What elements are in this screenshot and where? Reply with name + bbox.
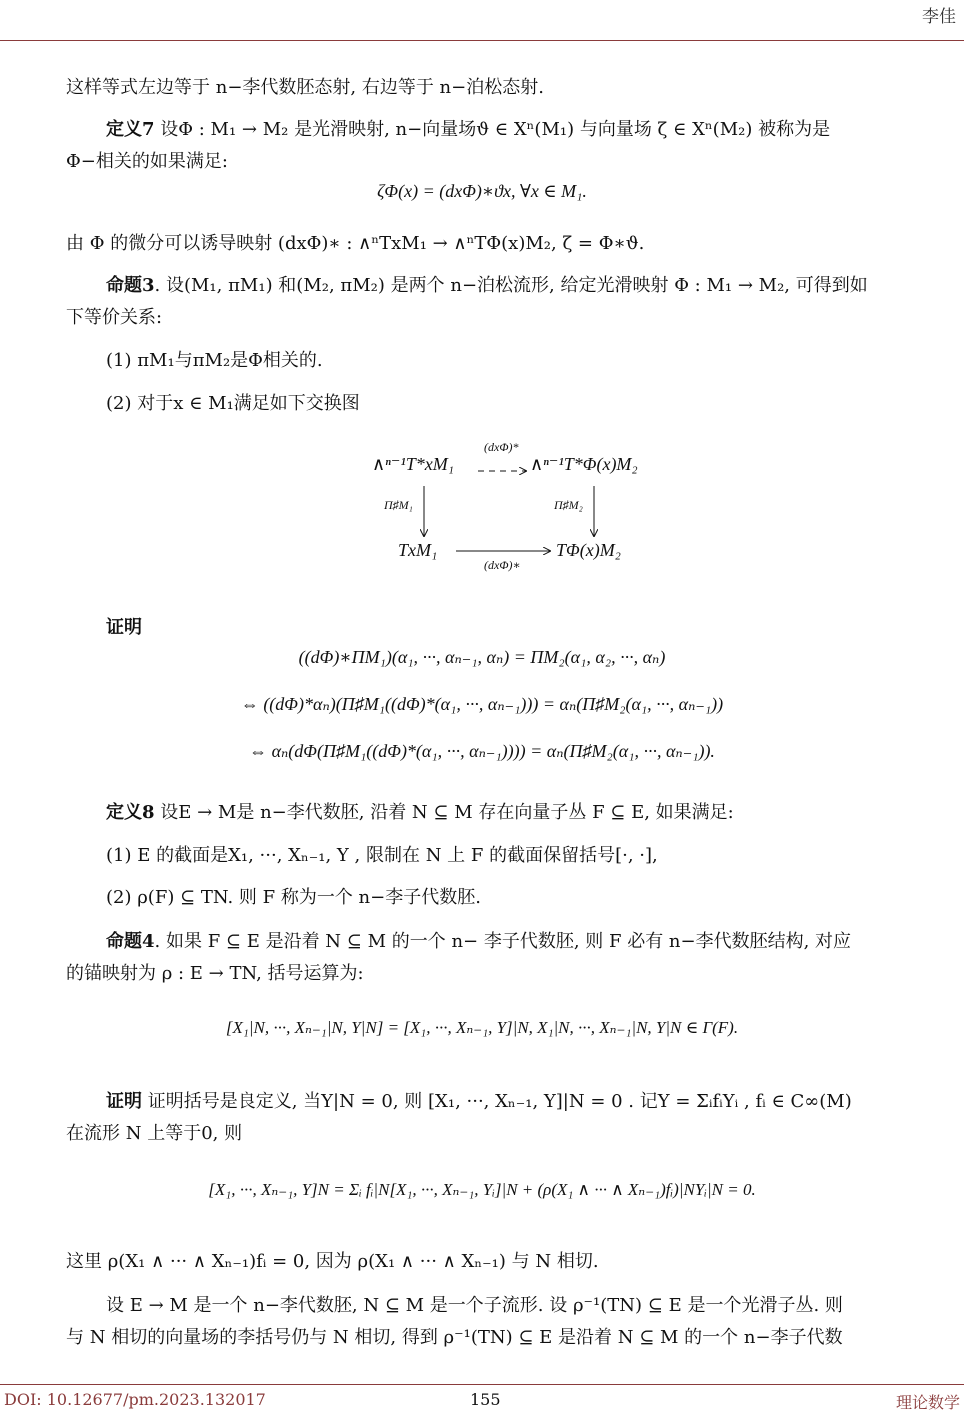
equation-definition-7: ζΦ(x) = (dxΦ)∗ϑx, ∀x ∈ M₁. xyxy=(377,181,587,201)
list-item-1: (1) πM₁与πM₂是Φ相关的. xyxy=(106,350,323,371)
footer-rule xyxy=(0,1384,964,1385)
proposition-4-label: 命题4 xyxy=(106,931,155,952)
proof-2 xyxy=(66,1086,960,1118)
diagram-top-left: ∧ⁿ⁻¹T*xM₁ xyxy=(372,454,454,474)
footer-page-number: 155 xyxy=(470,1390,501,1409)
diagram-bottom-left: TxM₁ xyxy=(398,540,438,560)
proposition-4-text-a: . 如果 F ⊆ E 是沿着 N ⊆ M 的一个 n− 李子代数胚, 则 F 必有 n−李代数胚结构, 对应 xyxy=(154,931,852,952)
definition-8 xyxy=(66,797,960,829)
proof-2-label: 证明 xyxy=(106,1091,142,1112)
paragraph-last-b: 与 N 相切的向量场的李括号仍与 N 相切, 得到 ρ⁻¹(TN) ⊆ E 是沿着 N ⊆ M 的一个 n−李子代数 xyxy=(66,1327,843,1348)
proof-equation-1: ((dΦ)∗ΠM₁)(α₁, ···, αₙ₋₁, αₙ) = ΠM₂(α₁, α₂, ···, αₙ) xyxy=(298,647,666,667)
diagram-bottom-arrow-label: (dxΦ)∗ xyxy=(484,558,521,572)
definition-7-label: 定义7 xyxy=(106,119,155,140)
proposition-3-text-a: . 设(M₁, πM₁) 和(M₂, πM₂) 是两个 n−泊松流形, 给定光滑映射 Φ : M₁ → M₂, 可得到如 xyxy=(154,275,868,296)
proposition-4-text-b: 的锚映射为 ρ : E → TN, 括号运算为: xyxy=(66,963,364,984)
definition-8-label: 定义8 xyxy=(106,802,155,823)
paragraph-1: 这样等式左边等于 n−李代数胚态射, 右边等于 n−泊松态射. xyxy=(66,77,544,98)
proof-equation-2: ⇔ ((dΦ)*αₙ)(Π♯M₁((dΦ)*(α₁, ···, αₙ₋₁))) = αₙ(Π♯M₂(α₁, ···, αₙ₋₁)) xyxy=(240,694,724,714)
proof-label: 证明 xyxy=(106,617,142,638)
proposition-3 xyxy=(66,270,960,302)
definition-7-text-b: Φ−相关的如果满足: xyxy=(66,151,228,172)
proposition-3-label: 命题3 xyxy=(106,275,155,296)
proof-2-text-b: 在流形 N 上等于0, 则 xyxy=(66,1123,243,1144)
definition-7 xyxy=(66,114,960,146)
equation-proposition-4: [X₁|N, ···, Xₙ₋₁|N, Y|N] = [X₁, ···, Xₙ₋₁, Y]|N, X₁|N, ···, Xₙ₋₁|N, Y|N ∈ Γ(F). xyxy=(225,1018,739,1037)
footer-journal: 理论数学 xyxy=(895,1393,960,1412)
proposition-3-text-b: 下等价关系: xyxy=(66,307,163,328)
paragraph-here: 这里 ρ(X₁ ∧ ··· ∧ Xₙ₋₁)fᵢ = 0, 因为 ρ(X₁ ∧ ··· ∧ Xₙ₋₁) 与 N 相切. xyxy=(66,1251,599,1272)
diagram-top-right: ∧ⁿ⁻¹T*Φ(x)M₂ xyxy=(530,454,638,474)
proposition-4 xyxy=(66,926,960,958)
diagram-arrows xyxy=(0,440,964,580)
footer-doi[interactable]: DOI: 10.12677/pm.2023.132017 xyxy=(4,1390,266,1409)
diagram-bottom-right: TΦ(x)M₂ xyxy=(556,540,621,560)
paragraph-last-a: 设 E → M 是一个 n−李代数胚, N ⊆ M 是一个子流形. 设 ρ⁻¹(TN) ⊆ E 是一个光滑子丛. 则 xyxy=(106,1295,843,1316)
proof-2-text-a: 证明括号是良定义, 当Y|N = 0, 则 [X₁, ···, Xₙ₋₁, Y]|N = 0 . 记Y = ΣᵢfᵢYᵢ , fᵢ ∈ C∞(M) xyxy=(147,1091,852,1112)
diagram-top-arrow-label: (dxΦ)* xyxy=(484,440,519,454)
header-rule xyxy=(0,40,964,41)
paragraph-differential: 由 Φ 的微分可以诱导映射 (dxΦ)∗ : ∧ⁿTxM₁ → ∧ⁿTΦ(x)M₂, ζ = Φ∗ϑ. xyxy=(66,233,645,254)
commutative-diagram xyxy=(0,440,964,580)
definition-7-text-a: 设Φ : M₁ → M₂ 是光滑映射, n−向量场ϑ ∈ Xⁿ(M₁) 与向量场 ζ ∈ Xⁿ(M₂) 被称为是 xyxy=(160,119,831,140)
proof-equation-3: ⇔ αₙ(dΦ(Π♯M₁((dΦ)*(α₁, ···, αₙ₋₁)))) = αₙ(Π♯M₂(α₁, ···, αₙ₋₁)). xyxy=(249,741,715,761)
diagram-right-arrow-label: Π♯M₂ xyxy=(554,498,583,512)
diagram-left-arrow-label: Π♯M₁ xyxy=(384,498,413,512)
header-author: 李佳 xyxy=(922,7,956,27)
definition-8-item-2: (2) ρ(F) ⊆ TN. 则 F 称为一个 n−李子代数胚. xyxy=(106,887,481,908)
definition-8-text: 设E → M是 n−李代数胚, 沿着 N ⊆ M 存在向量子丛 F ⊆ E, 如果满足: xyxy=(160,802,734,823)
definition-8-item-1: (1) E 的截面是X₁, ···, Xₙ₋₁, Y , 限制在 N 上 F 的截面保留括号[·, ·], xyxy=(106,845,658,866)
list-item-2: (2) 对于x ∈ M₁满足如下交换图 xyxy=(106,393,360,414)
equation-proof-2: [X₁, ···, Xₙ₋₁, Y]N = Σᵢ fᵢ|N[X₁, ···, Xₙ₋₁, Yᵢ]|N + (ρ(X₁ ∧ ··· ∧ Xₙ₋₁)fᵢ)|NYᵢ|N = 0. xyxy=(208,1180,756,1199)
